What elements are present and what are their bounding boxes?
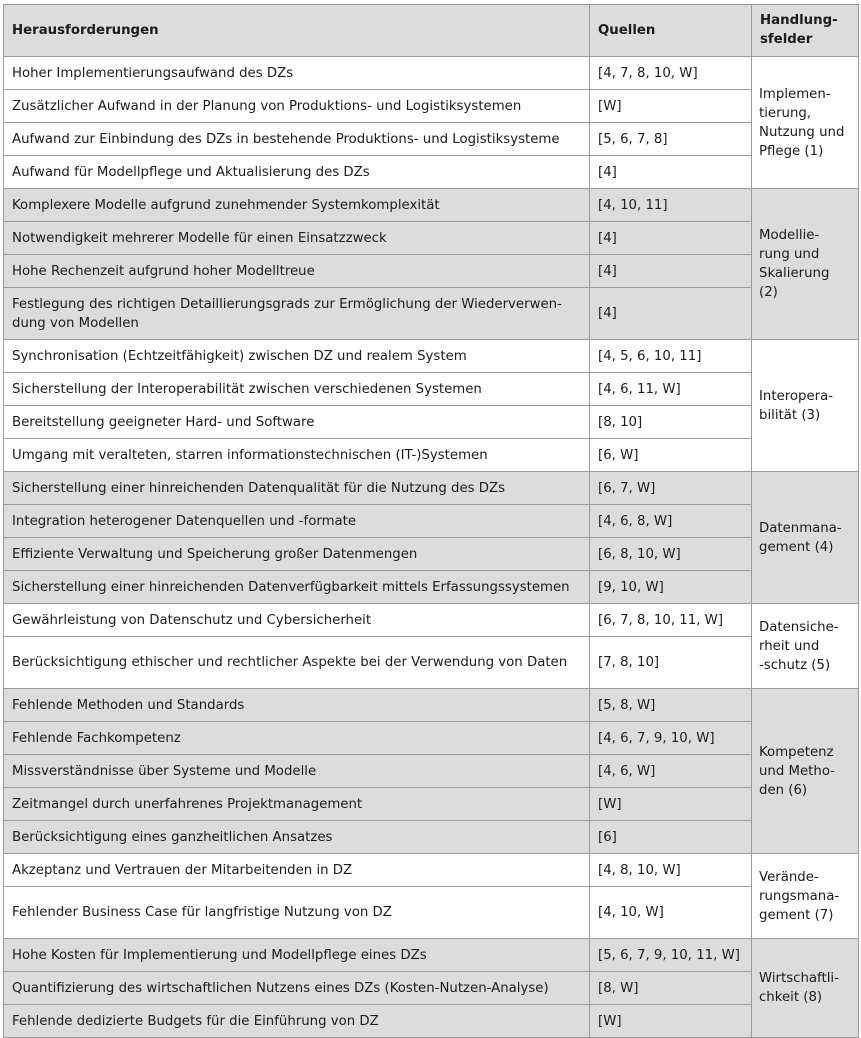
sources-cell: [4, 6, 8, W] xyxy=(590,505,752,538)
challenge-cell: Notwendigkeit mehrerer Modelle für einen Einsatzzweck xyxy=(4,222,590,255)
table-row xyxy=(4,854,859,887)
sources-cell: [6, W] xyxy=(590,439,752,472)
challenge-cell: Hohe Rechenzeit aufgrund hoher Modelltreue xyxy=(4,255,590,288)
sources-cell: [4, 8, 10, W] xyxy=(590,854,752,887)
sources-cell: [W] xyxy=(590,90,752,123)
table-row xyxy=(4,156,859,189)
table-row xyxy=(4,604,859,637)
table-row xyxy=(4,689,859,722)
challenge-cell: Fehlender Business Case für langfristige Nutzung von DZ xyxy=(4,887,590,939)
table-row xyxy=(4,189,859,222)
header-sources: Quellen xyxy=(590,5,752,57)
challenge-cell: Effiziente Verwaltung und Speicherung großer Datenmengen xyxy=(4,538,590,571)
table-body xyxy=(4,57,859,1038)
sources-cell: [6] xyxy=(590,821,752,854)
table-row xyxy=(4,439,859,472)
challenge-cell: Sicherstellung einer hinreichenden Datenqualität für die Nutzung des DZs xyxy=(4,472,590,505)
sources-cell: [6, 7, W] xyxy=(590,472,752,505)
header-challenges: Herausforderungen xyxy=(4,5,590,57)
challenge-cell: Synchronisation (Echtzeitfähigkeit) zwischen DZ und realem System xyxy=(4,340,590,373)
sources-cell: [7, 8, 10] xyxy=(590,637,752,689)
challenge-cell: Komplexere Modelle aufgrund zunehmender Systemkomplexität xyxy=(4,189,590,222)
challenge-cell: Aufwand zur Einbindung des DZs in bestehende Produktions- und Logistiksysteme xyxy=(4,123,590,156)
table-row xyxy=(4,722,859,755)
challenge-cell: Missverständnisse über Systeme und Modelle xyxy=(4,755,590,788)
table-row xyxy=(4,90,859,123)
challenge-cell: Akzeptanz und Vertrauen der Mitarbeitenden in DZ xyxy=(4,854,590,887)
sources-cell: [6, 7, 8, 10, 11, W] xyxy=(590,604,752,637)
table-row xyxy=(4,406,859,439)
challenge-cell: Sicherstellung einer hinreichenden Datenverfügbarkeit mittels Erfassungssystemen xyxy=(4,571,590,604)
challenges-table xyxy=(3,4,859,1038)
sources-cell: [4] xyxy=(590,288,752,340)
sources-cell: [W] xyxy=(590,1005,752,1038)
field-group-cell: Datensiche- rheit und -schutz (5) xyxy=(752,604,859,689)
sources-cell: [4, 6, 7, 9, 10, W] xyxy=(590,722,752,755)
challenge-cell: Berücksichtigung ethischer und rechtlicher Aspekte bei der Verwendung von Daten xyxy=(4,637,590,689)
challenge-cell: Umgang mit veralteten, starren informationstechnischen (IT-)Systemen xyxy=(4,439,590,472)
sources-cell: [W] xyxy=(590,788,752,821)
table-row xyxy=(4,373,859,406)
sources-cell: [4, 6, 11, W] xyxy=(590,373,752,406)
table-row xyxy=(4,571,859,604)
challenge-cell: Fehlende Methoden und Standards xyxy=(4,689,590,722)
challenge-cell: Aufwand für Modellpflege und Aktualisierung des DZs xyxy=(4,156,590,189)
table-row xyxy=(4,472,859,505)
sources-cell: [4, 10, W] xyxy=(590,887,752,939)
table-row xyxy=(4,972,859,1005)
table-row xyxy=(4,637,859,689)
sources-cell: [5, 6, 7, 9, 10, 11, W] xyxy=(590,939,752,972)
table-row xyxy=(4,123,859,156)
sources-cell: [5, 6, 7, 8] xyxy=(590,123,752,156)
table-row xyxy=(4,887,859,939)
sources-cell: [4] xyxy=(590,222,752,255)
table-row xyxy=(4,222,859,255)
table-row xyxy=(4,755,859,788)
sources-cell: [8, 10] xyxy=(590,406,752,439)
sources-cell: [9, 10, W] xyxy=(590,571,752,604)
sources-cell: [5, 8, W] xyxy=(590,689,752,722)
challenge-cell: Hohe Kosten für Implementierung und Modellpflege eines DZs xyxy=(4,939,590,972)
challenge-cell: Fehlende dedizierte Budgets für die Einführung von DZ xyxy=(4,1005,590,1038)
sources-cell: [8, W] xyxy=(590,972,752,1005)
sources-cell: [4, 6, W] xyxy=(590,755,752,788)
table-row xyxy=(4,255,859,288)
table-row xyxy=(4,821,859,854)
sources-cell: [4] xyxy=(590,156,752,189)
challenge-cell: Bereitstellung geeigneter Hard- und Software xyxy=(4,406,590,439)
sources-cell: [4, 7, 8, 10, W] xyxy=(590,57,752,90)
table-row xyxy=(4,340,859,373)
sources-cell: [4] xyxy=(590,255,752,288)
header-fields: Handlung- sfelder xyxy=(752,5,859,57)
challenge-cell: Fehlende Fachkompetenz xyxy=(4,722,590,755)
table-row xyxy=(4,288,859,340)
table-row xyxy=(4,939,859,972)
table-row xyxy=(4,538,859,571)
header-row xyxy=(4,5,859,57)
sources-cell: [4, 5, 6, 10, 11] xyxy=(590,340,752,373)
challenge-cell: Sicherstellung der Interoperabilität zwischen verschiedenen Systemen xyxy=(4,373,590,406)
sources-cell: [4, 10, 11] xyxy=(590,189,752,222)
challenge-cell: Zeitmangel durch unerfahrenes Projektmanagement xyxy=(4,788,590,821)
field-group-cell: Verände- rungsmana- gement (7) xyxy=(752,854,859,939)
field-group-cell: Datenmana- gement (4) xyxy=(752,472,859,604)
challenge-cell: Gewährleistung von Datenschutz und Cybersicherheit xyxy=(4,604,590,637)
field-group-cell: Interopera- bilität (3) xyxy=(752,340,859,472)
sources-cell: [6, 8, 10, W] xyxy=(590,538,752,571)
challenge-cell: Berücksichtigung eines ganzheitlichen Ansatzes xyxy=(4,821,590,854)
field-group-cell: Wirtschaftli- chkeit (8) xyxy=(752,939,859,1038)
table-row xyxy=(4,1005,859,1038)
field-group-cell: Modellie- rung und Skalierung (2) xyxy=(752,189,859,340)
table-row xyxy=(4,57,859,90)
challenge-cell: Zusätzlicher Aufwand in der Planung von Produktions- und Logistiksystemen xyxy=(4,90,590,123)
table-row xyxy=(4,505,859,538)
challenge-cell: Quantifizierung des wirtschaftlichen Nutzens eines DZs (Kosten-Nutzen-Analyse) xyxy=(4,972,590,1005)
challenge-cell: Integration heterogener Datenquellen und -formate xyxy=(4,505,590,538)
challenge-cell: Festlegung des richtigen Detaillierungsgrads zur Ermöglichung der Wiederverwen- dung von Modellen xyxy=(4,288,590,340)
field-group-cell: Kompetenz und Metho- den (6) xyxy=(752,689,859,854)
field-group-cell: Implemen- tierung, Nutzung und Pflege (1) xyxy=(752,57,859,189)
challenge-cell: Hoher Implementierungsaufwand des DZs xyxy=(4,57,590,90)
table-row xyxy=(4,788,859,821)
